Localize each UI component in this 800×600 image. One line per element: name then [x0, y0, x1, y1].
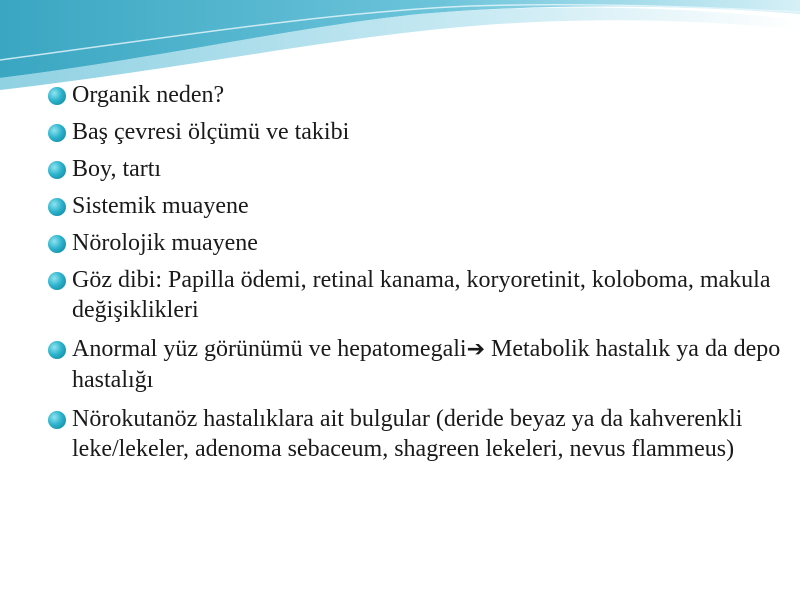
- bullet-text: Boy, tartı: [72, 156, 162, 182]
- bullet-item-norokutanoz: [48, 404, 788, 464]
- bullet-item-bas-cevresi: [48, 117, 788, 147]
- bullet-text: Nörokutanöz hastalıklara ait bulgular (deride beyaz ya da kahverenkli leke/lekeler, adenoma sebaceum, shagreen lekeleri, nevus flammeus): [72, 406, 743, 462]
- bullet-content: [48, 80, 788, 473]
- bullet-item-anormal-yuz: [48, 334, 788, 395]
- bullet-icon: [48, 411, 66, 429]
- bullet-text-before-arrow: Anormal yüz görünümü ve hepatomegali: [72, 336, 467, 362]
- bullet-icon: [48, 161, 66, 179]
- bullet-text: Organik neden?: [72, 82, 225, 108]
- bullet-item-boy-tarti: [48, 154, 788, 184]
- bullet-list: [48, 80, 788, 464]
- bullet-text: Göz dibi: Papilla ödemi, retinal kanama, koryoretinit, koloboma, makula değişiklikleri: [72, 267, 771, 323]
- bullet-text: Sistemik muayene: [72, 193, 249, 219]
- bullet-item-organik: [48, 80, 788, 110]
- bullet-text: Baş çevresi ölçümü ve takibi: [72, 119, 350, 145]
- bullet-item-sistemik: [48, 191, 788, 221]
- right-arrow-icon: ➔: [466, 337, 485, 362]
- bullet-icon: [48, 87, 66, 105]
- header-wave-decoration: [0, 0, 800, 90]
- bullet-icon: [48, 235, 66, 253]
- bullet-icon: [48, 272, 66, 290]
- bullet-item-norolojik: [48, 228, 788, 258]
- bullet-text: Nörolojik muayene: [72, 230, 258, 256]
- bullet-icon: [48, 124, 66, 142]
- bullet-text-after-arrow: Metabolik hastalık ya da depo hastalığı: [72, 336, 781, 393]
- bullet-icon: [48, 198, 66, 216]
- bullet-icon: [48, 341, 66, 359]
- bullet-item-goz-dibi: [48, 265, 788, 325]
